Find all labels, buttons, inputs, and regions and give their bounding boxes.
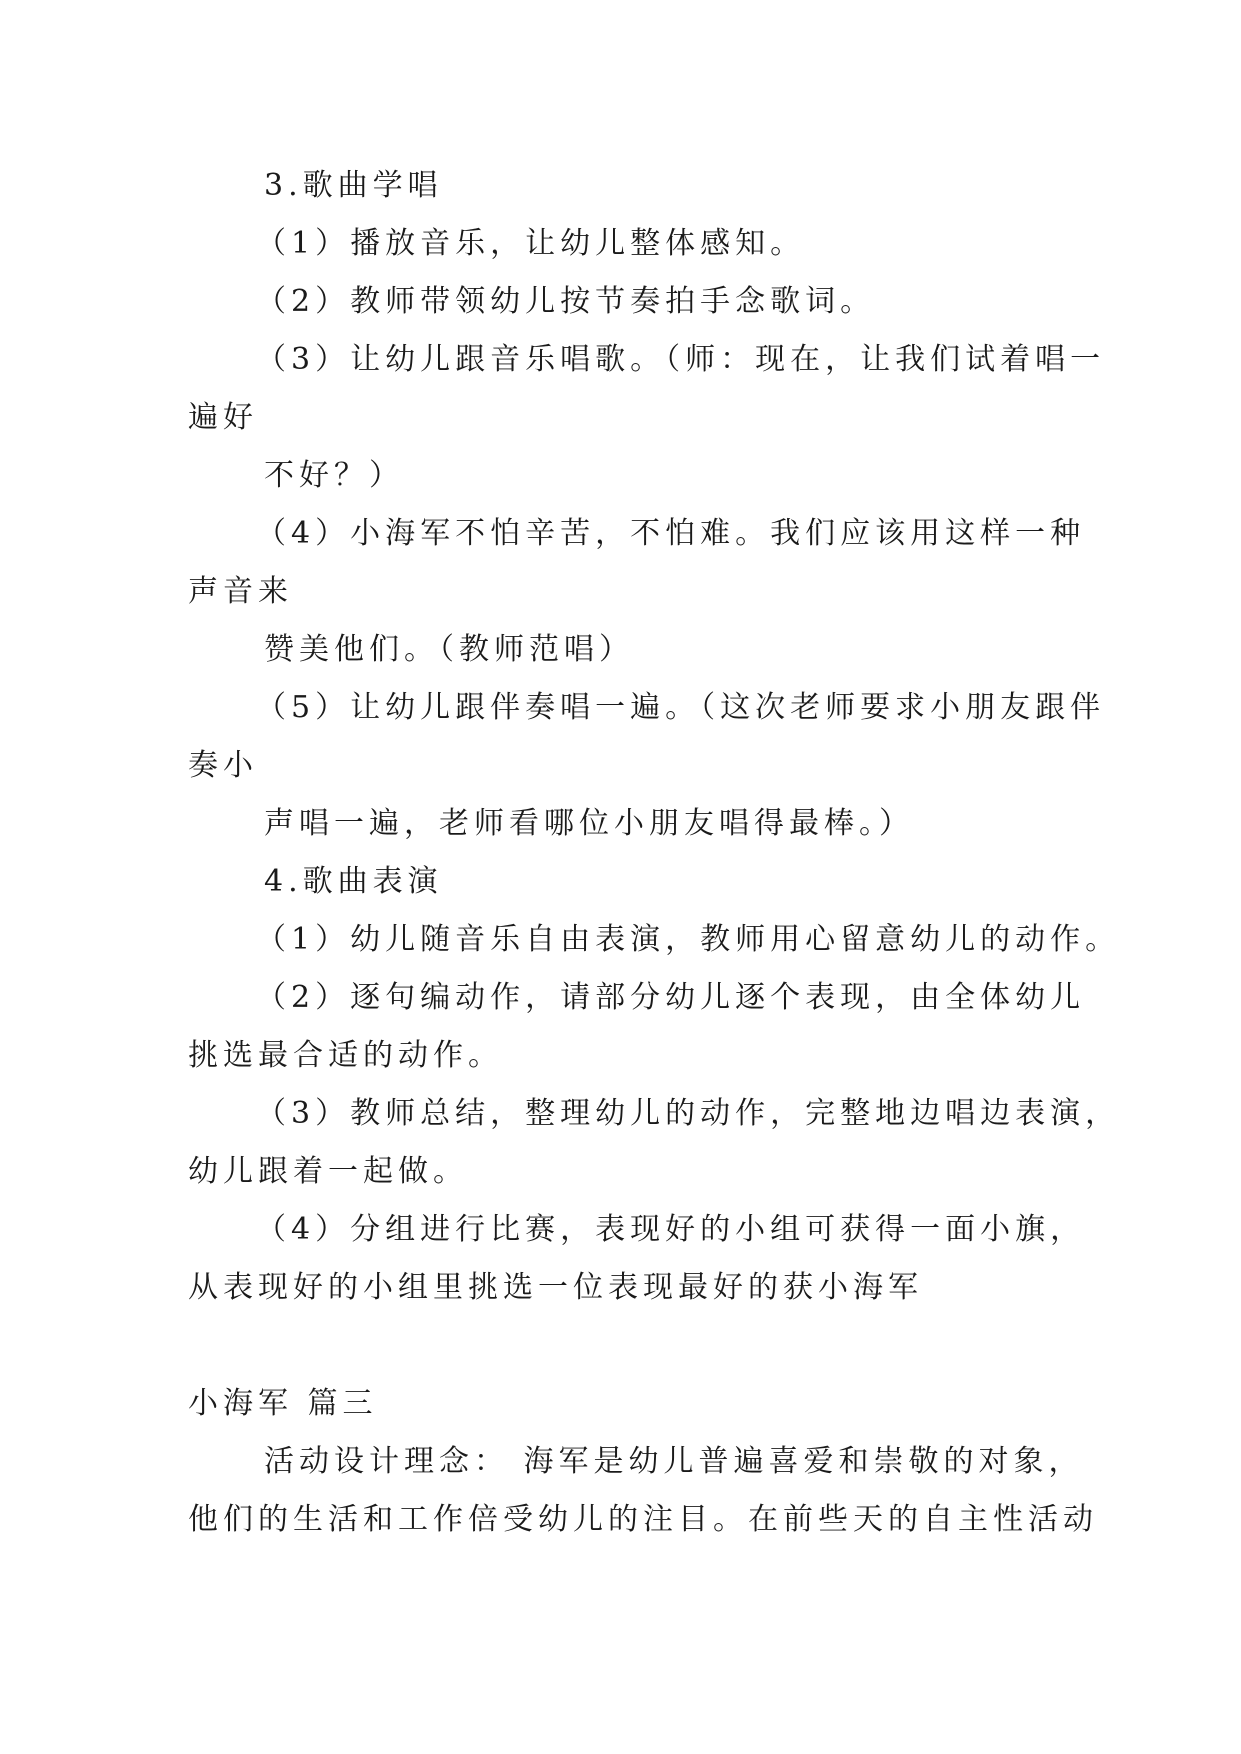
section-heading-song-performance: 4.歌曲表演 <box>264 864 443 899</box>
paragraph-line: 幼儿跟着一起做。 <box>188 1154 468 1189</box>
paragraph-line: （1）幼儿随音乐自由表演，教师用心留意幼儿的动作。 <box>256 922 1121 957</box>
paragraph-line: （5）让幼儿跟伴奏唱一遍。（这次老师要求小朋友跟伴 <box>256 690 1106 725</box>
paragraph-line: （3）让幼儿跟音乐唱歌。（师：现在，让我们试着唱一 <box>256 342 1106 377</box>
paragraph-line: 声唱一遍，老师看哪位小朋友唱得最棒。） <box>264 806 914 841</box>
article-title: 小海军 篇三 <box>188 1386 378 1421</box>
paragraph-line: （2）逐句编动作，请部分幼儿逐个表现，由全体幼儿 <box>256 980 1086 1015</box>
paragraph-line: 不好？） <box>264 458 404 493</box>
paragraph-line: （4）分组进行比赛，表现好的小组可获得一面小旗， <box>256 1212 1086 1247</box>
paragraph-line: 奏小 <box>188 748 258 783</box>
paragraph-line: 遍好 <box>188 400 258 435</box>
section-heading-song-learning: 3.歌曲学唱 <box>264 168 443 203</box>
paragraph-line: （2）教师带领幼儿按节奏拍手念歌词。 <box>256 284 876 319</box>
paragraph-line: （3）教师总结，整理幼儿的动作，完整地边唱边表演， <box>256 1096 1121 1131</box>
paragraph-line: 挑选最合适的动作。 <box>188 1038 503 1073</box>
paragraph-line: （1）播放音乐，让幼儿整体感知。 <box>256 226 806 261</box>
paragraph-line: （4）小海军不怕辛苦，不怕难。我们应该用这样一种 <box>256 516 1086 551</box>
paragraph-line: 赞美他们。（教师范唱） <box>264 632 634 667</box>
paragraph-line: 活动设计理念： 海军是幼儿普遍喜爱和崇敬的对象， <box>264 1444 1084 1479</box>
paragraph-line: 从表现好的小组里挑选一位表现最好的获小海军 <box>188 1270 923 1305</box>
paragraph-line: 他们的生活和工作倍受幼儿的注目。在前些天的自主性活动 <box>188 1502 1098 1537</box>
paragraph-line: 声音来 <box>188 574 293 609</box>
